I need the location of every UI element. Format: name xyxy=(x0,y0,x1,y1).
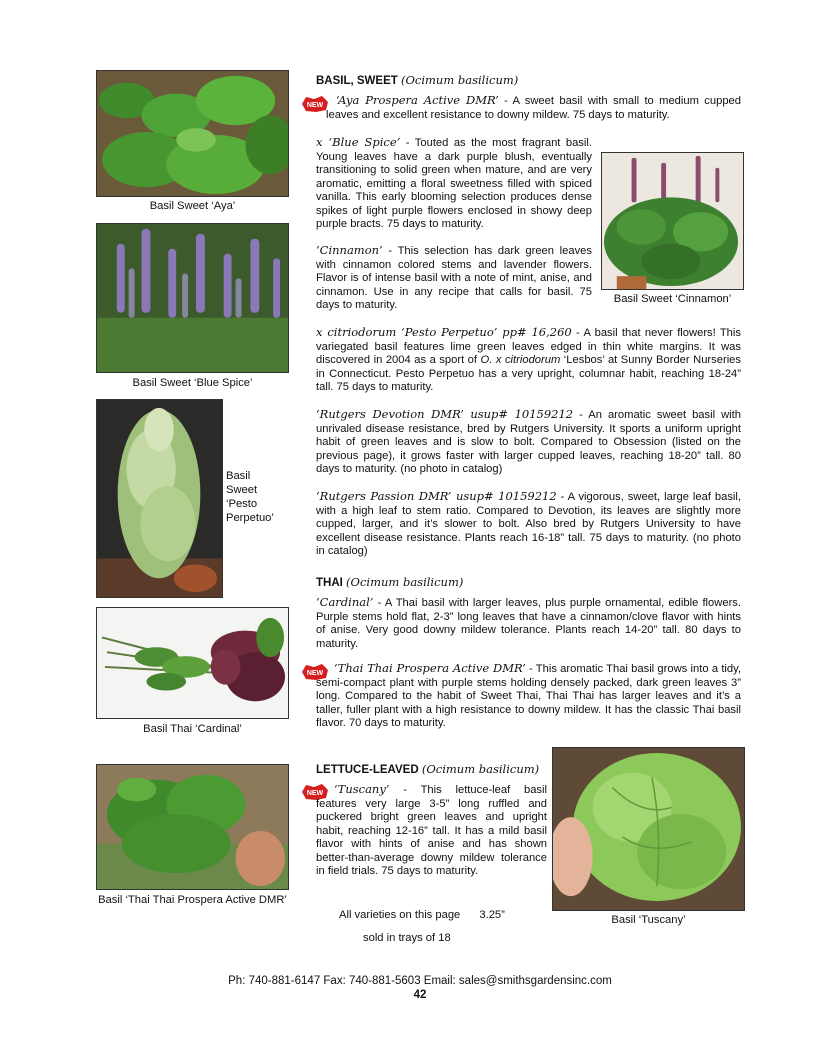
variety-description: - This lettuce-leaf basil features very large 3-5” long ruffled and puckered bright green leaves and upright habit, reaching 12-16” tall. It has a mild basil flavor with hints of anise and has shown better-than-average downy mildew tolerance in field trials. 75 days to maturity. xyxy=(316,784,547,877)
variety-name: ‘Aya Prospera Active DMR’ xyxy=(336,93,499,107)
section-title-basil-sweet xyxy=(316,73,518,87)
variety-blue-spice xyxy=(316,136,592,232)
footer-contact: Ph: 740-881-6147 Fax: 740-881-5603 Email: sales@smithsgardensinc.com xyxy=(228,975,612,987)
section-name: THAI xyxy=(316,577,343,589)
variety-name: ‘Tuscany’ xyxy=(334,782,390,796)
variety-name: ‘Rutgers Passion DMR’ usup# 10159212 xyxy=(316,489,557,503)
section-name: BASIL, SWEET xyxy=(316,75,398,87)
badge-text: NEW xyxy=(306,670,324,677)
photo-basil-tuscany xyxy=(552,747,745,911)
photo-basil-aya xyxy=(96,70,289,197)
variety-name: ‘Rutgers Devotion DMR’ usup# 10159212 xyxy=(316,407,574,421)
variety-description: - This aromatic Thai basil grows into a tidy, semi-compact plant with purple stems holding densely packed, dark green leaves 3” long. Compared to the habit of Sweet Thai, Thai Thai has larger leaves and it’s a taller, fuller plant with a high resistance to downy mildew. It has the classic Thai basil flavor. 70 days to maturity. xyxy=(316,663,742,729)
variety-description: - Touted as the most fragrant basil. Young leaves have a dark purple blush, eventually transitioning to solid green when mature, and are very aromatic, emitting a floral sweetness filled with spiced vanilla. This early blooming selection produces dense spikes of light purple flowers enclosed in showy deep purple bracts. 75 days to maturity. xyxy=(316,137,592,230)
scientific-name: (Ocimum basilicum) xyxy=(346,575,464,589)
variety-description-italic: O. x citriodorum xyxy=(480,354,561,366)
variety-description: - This selection has dark green leaves with cinnamon colored stems and lavender flowers. Flavor is of intense basil with a note of mint, anise, and cinnamon. Use in any recipe that calls for basil. 75 days to maturity. xyxy=(316,245,592,311)
pricing-all-varieties: All varieties on this page xyxy=(339,909,461,921)
variety-description: - A sweet basil with small to medium cupped leaves and excellent resistance to downy mildew. 75 days to maturity. xyxy=(326,95,741,121)
variety-pesto-perpetuo xyxy=(316,326,741,395)
variety-description: - A basil that never flowers! This variegated basil features lime green leaves edged in thin white margins. It was discovered in 2004 as a sport of xyxy=(316,327,741,366)
caption-line: Basil xyxy=(226,470,251,482)
caption-basil-pesto-perpetuo xyxy=(226,469,274,525)
scientific-name: (Ocimum basilicum) xyxy=(400,73,519,87)
caption-basil-tuscany: Basil ‘Tuscany’ xyxy=(611,914,686,926)
variety-name: x ‘Blue Spice’ xyxy=(316,135,401,149)
scientific-name: (Ocimum basilicum) xyxy=(421,762,540,776)
variety-cinnamon xyxy=(316,244,592,313)
caption-line: Perpetuo’ xyxy=(226,512,274,524)
caption-basil-blue-spice: Basil Sweet ‘Blue Spice’ xyxy=(132,377,253,389)
badge-text: NEW xyxy=(306,102,324,109)
variety-thai-thai xyxy=(316,662,741,731)
page-number: 42 xyxy=(413,989,427,1001)
section-title-thai xyxy=(316,575,463,589)
variety-description: - A vigorous, sweet, large leaf basil, with a high leaf to stem ratio. Compared to Devotion, its leaves are slightly more cupped, larger, and it’s slower to bolt. Also bred by Rutgers University to have excellent disease resistance. Plants reach 16-18” tall. 75 days to maturity. (no photo in catalog) xyxy=(316,491,741,557)
variety-name: ‘Cinnamon’ xyxy=(316,243,383,257)
variety-rutgers-devotion xyxy=(316,408,741,477)
variety-name: x citriodorum ‘Pesto Perpetuo’ pp# 16,260 xyxy=(316,325,572,339)
caption-line: Sweet xyxy=(226,484,258,496)
variety-aya xyxy=(326,94,741,122)
pricing-size: 3.25” xyxy=(479,909,505,921)
section-title-lettuce-leaved xyxy=(316,762,539,776)
variety-name: ‘Thai Thai Prospera Active DMR’ xyxy=(334,661,526,675)
variety-description: - An aromatic sweet basil with unrivaled disease resistance, bred by Rutgers University. It sports a uniform upright habit of green leaves and is slow to bolt. Compared to Obsession (listed on the previous page), it grows faster with larger cupped leaves, reaching 18-20” tall. 80 days to maturity. (no photo in catalog) xyxy=(316,409,741,475)
badge-text: NEW xyxy=(306,790,324,797)
photo-basil-pesto-perpetuo xyxy=(96,399,223,598)
variety-description: ‘Lesbos’ at Sunny Border Nurseries in Connecticut. Pesto Perpetuo has a very upright, columnar habit, reaching 18-24” tall. 75 days to maturity. xyxy=(316,354,741,393)
caption-basil-thai-thai: Basil ‘Thai Thai Prospera Active DMR’ xyxy=(98,894,287,906)
variety-name: ‘Cardinal’ xyxy=(316,595,374,609)
variety-tuscany xyxy=(316,783,547,879)
caption-basil-aya: Basil Sweet ‘Aya’ xyxy=(149,200,236,212)
caption-basil-cinnamon: Basil Sweet ‘Cinnamon’ xyxy=(613,293,732,305)
photo-basil-cinnamon xyxy=(601,152,744,290)
variety-rutgers-passion xyxy=(316,490,741,559)
photo-basil-thai-cardinal xyxy=(96,607,289,719)
variety-description: - A Thai basil with larger leaves, plus purple ornamental, edible flowers. Purple stems hold flat, 2-3” long leaves that have a cinnamon/clove flavor with hints of anise. Very good downy mildew tolerance. Plants reach 14-20” tall. 80 days to maturity. xyxy=(316,597,741,650)
section-name: LETTUCE-LEAVED xyxy=(316,764,419,776)
caption-basil-thai-cardinal: Basil Thai ‘Cardinal’ xyxy=(143,723,242,735)
photo-basil-blue-spice xyxy=(96,223,289,373)
caption-line: ‘Pesto xyxy=(226,498,258,510)
pricing-note xyxy=(339,909,505,921)
photo-basil-thai-thai xyxy=(96,764,289,890)
pricing-trays: sold in trays of 18 xyxy=(363,932,451,944)
variety-cardinal xyxy=(316,596,741,651)
